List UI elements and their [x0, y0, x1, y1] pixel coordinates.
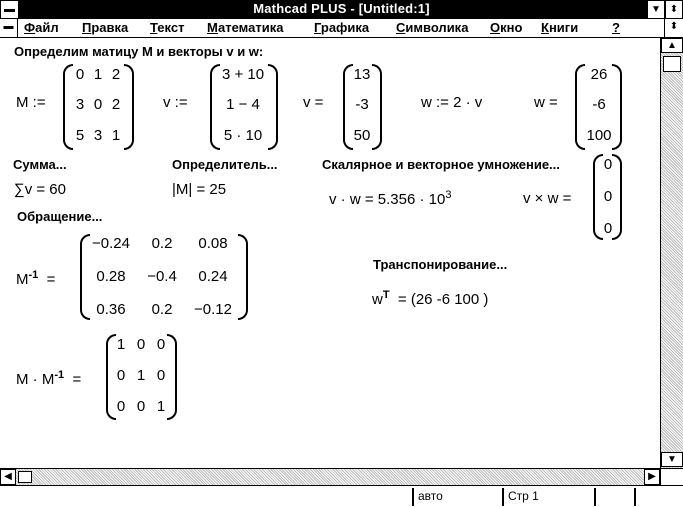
vector-cell: 26	[590, 66, 608, 83]
vertical-scrollbar[interactable]	[660, 38, 683, 468]
matrix-cell: 1	[93, 66, 103, 83]
matrix-cell: −0.24	[92, 235, 130, 252]
inverse-lhs: $M^{-1}$ =	[16, 269, 56, 288]
vertical-scroll-thumb[interactable]	[663, 56, 681, 72]
horizontal-scrollbar[interactable]	[0, 468, 660, 485]
vector-cell: 50	[353, 127, 371, 144]
determinant-expression: |M| = 25	[172, 181, 227, 198]
vector-cell: 5 · 10	[223, 127, 263, 144]
identity-lhs: $M \cdot M^{-1}$ =	[16, 369, 82, 388]
matrix-cell: 0.08	[198, 235, 228, 252]
matrix-cell: 0.28	[96, 268, 126, 285]
window-title: Mathcad PLUS - [Untitled:1]	[253, 1, 430, 16]
sum-heading: Сумма...	[13, 157, 67, 172]
intro-text: Определим матицу М и векторы v и w:	[14, 44, 264, 59]
vector-w-def: w := 2 · v	[421, 94, 483, 111]
matrix-cell: 0	[116, 398, 126, 415]
matrix-cell: 3	[93, 127, 103, 144]
restore-icon[interactable]: ⬍	[665, 0, 683, 19]
inverse-heading: Обращение...	[17, 209, 103, 224]
products-heading: Скалярное и векторное умножение...	[322, 157, 560, 172]
document-restore-icon[interactable]: ⬍	[664, 19, 683, 37]
scrollbar-corner	[660, 468, 683, 485]
vector-cell: 0	[603, 188, 613, 205]
worksheet[interactable]	[0, 38, 660, 468]
sum-expression: ∑v = 60	[14, 181, 66, 198]
scroll-left-icon[interactable]: ◀	[0, 469, 16, 485]
status-panel-empty	[594, 488, 634, 506]
right-paren-icon	[268, 64, 278, 150]
status-page: Стр 1	[502, 488, 594, 506]
dot-product-expression: $v \cdot w = 5.356 \cdot 10^3$	[329, 189, 452, 208]
menu-edit[interactable]: Правка	[82, 20, 129, 35]
right-paren-icon	[124, 64, 134, 150]
vector-cell: 0	[603, 156, 613, 173]
matrix-cell: 0	[116, 367, 126, 384]
menu-books[interactable]: Книги	[541, 20, 579, 35]
matrix-cell: 0	[136, 336, 146, 353]
vector-cell: 100	[586, 127, 612, 144]
matrix-cell: 2	[111, 66, 121, 83]
scroll-down-icon[interactable]: ▼	[661, 452, 683, 467]
matrix-cell: 1	[116, 336, 126, 353]
vector-cell: -3	[355, 96, 369, 113]
matrix-cell: 0.2	[151, 301, 173, 318]
matrix-cell: 5	[75, 127, 85, 144]
vector-cell: 1 − 4	[226, 96, 260, 113]
matrix-cell: 0	[136, 398, 146, 415]
matrix-cell: 0	[93, 96, 103, 113]
menu-file[interactable]: Файл	[24, 20, 59, 35]
determinant-heading: Определитель...	[172, 157, 278, 172]
vector-v-eval-label: v =	[303, 94, 324, 111]
cross-product-label: v × w =	[523, 190, 572, 207]
horizontal-scroll-thumb[interactable]	[18, 471, 32, 483]
menu-window[interactable]: Окно	[490, 20, 523, 35]
scroll-up-icon[interactable]: ▲	[661, 38, 683, 53]
menu-graphics[interactable]: Графика	[314, 20, 370, 35]
matrix-cell: 2	[111, 96, 121, 113]
title-bar	[0, 0, 683, 19]
matrix-m-label: M :=	[16, 94, 46, 111]
menu-symbolics[interactable]: Символика	[396, 20, 469, 35]
vector-cell: -6	[592, 96, 606, 113]
menu-help[interactable]: ?	[612, 20, 620, 35]
vector-w-eval-label: w =	[534, 94, 558, 111]
vector-cell: 3 + 10	[221, 66, 265, 83]
matrix-cell: 1	[136, 367, 146, 384]
scroll-right-icon[interactable]: ▶	[644, 469, 660, 485]
matrix-cell: 0.2	[151, 235, 173, 252]
matrix-cell: 3	[75, 96, 85, 113]
right-paren-icon	[238, 234, 248, 320]
menu-math[interactable]: Математика	[207, 20, 284, 35]
status-mode: авто	[412, 488, 502, 506]
matrix-cell: 1	[111, 127, 121, 144]
minimize-icon[interactable]: ▼	[647, 0, 665, 19]
status-panel-empty	[634, 488, 683, 506]
vector-cell: 0	[603, 220, 613, 237]
menu-text[interactable]: Текст	[150, 20, 185, 35]
transpose-expression: $w^T = (26$ -6 100 )	[372, 289, 489, 308]
menu-bar	[0, 19, 683, 38]
matrix-cell: −0.4	[147, 268, 177, 285]
matrix-cell: 0	[156, 336, 166, 353]
status-bar	[0, 485, 683, 507]
matrix-cell: 0.24	[198, 268, 228, 285]
matrix-cell: 0	[75, 66, 85, 83]
transpose-heading: Транспонирование...	[373, 257, 508, 272]
matrix-cell: 1	[156, 398, 166, 415]
matrix-cell: −0.12	[194, 301, 232, 318]
matrix-cell: 0.36	[96, 301, 126, 318]
document-menu-icon[interactable]: ▬	[0, 19, 18, 37]
vector-v-def-label: v :=	[163, 94, 188, 111]
vector-cell: 13	[353, 66, 371, 83]
matrix-cell: 0	[156, 367, 166, 384]
